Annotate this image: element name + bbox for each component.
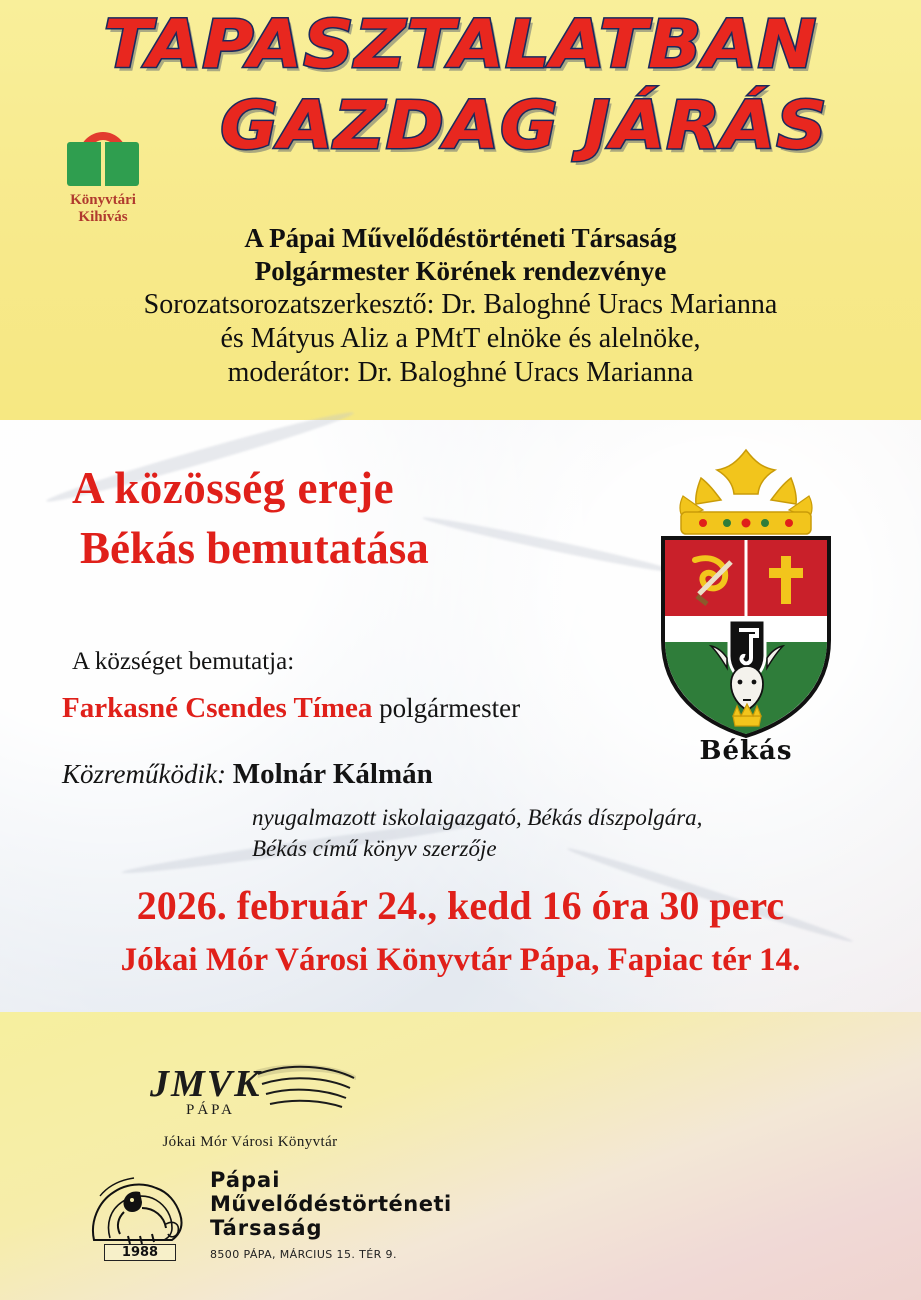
open-book-icon bbox=[67, 132, 139, 186]
event-venue: Jókai Mór Városi Könyvtár Pápa, Fapiac tér 14. bbox=[120, 942, 801, 978]
society-address: 8500 PÁPA, MÁRCIUS 15. TÉR 9. bbox=[210, 1248, 397, 1261]
main-content-section bbox=[0, 420, 921, 1012]
footer-section bbox=[0, 1012, 921, 1300]
presenter-row bbox=[62, 692, 520, 725]
contributor-description bbox=[252, 802, 702, 864]
library-logo-letters: JMVK bbox=[150, 1063, 262, 1105]
library-logo-sub: PÁPA bbox=[186, 1102, 235, 1118]
contributor-name: Molnár Kálmán bbox=[232, 758, 433, 790]
organizer-line-5: moderátor: Dr. Baloghné Uracs Marianna bbox=[227, 357, 694, 389]
society-name-line-3: Társaság bbox=[210, 1216, 323, 1240]
organizer-line-2: Polgármester Körének rendezvénye bbox=[254, 255, 667, 286]
library-logo-mark bbox=[140, 1060, 360, 1130]
event-date: 2026. február 24., kedd 16 óra 30 perc bbox=[136, 883, 785, 928]
title-line-2: GAZDAG JÁRÁS bbox=[220, 86, 828, 164]
presenter-label: A községet bemutatja: bbox=[72, 648, 295, 675]
contributor-desc-line-1: nyugalmazott iskolaigazgató, Békás díszpolgára, bbox=[252, 805, 703, 830]
coat-of-arms-caption: Békás bbox=[699, 736, 793, 766]
organizer-line-3: Sorozatsorozatszerkesztő: Dr. Baloghné Uracs Marianna bbox=[143, 288, 778, 320]
organizer-line-4: és Mátyus Aliz a PMtT elnöke és alelnöke, bbox=[220, 323, 701, 355]
coat-of-arms-graphic bbox=[641, 444, 851, 744]
society-name-line-1: Pápai bbox=[210, 1168, 281, 1192]
library-challenge-badge bbox=[38, 132, 168, 227]
organizer-line-1: A Pápai Művelődéstörténeti Társaság bbox=[244, 223, 677, 253]
badge-label-line2: Kihívás bbox=[78, 209, 128, 226]
event-headline bbox=[50, 462, 650, 574]
footer-logos bbox=[0, 1012, 530, 1300]
society-name bbox=[210, 1168, 452, 1240]
library-logo-name: Jókai Mór Városi Könyvtár bbox=[162, 1134, 338, 1150]
contributor-row bbox=[62, 758, 433, 791]
society-name-line-2: Művelődéstörténeti bbox=[210, 1192, 452, 1216]
headline-line-2: Békás bemutatása bbox=[80, 523, 429, 573]
society-logo bbox=[80, 1162, 480, 1272]
headline-line-1: A közösség ereje bbox=[72, 463, 395, 513]
presenter-name: Farkasné Csendes Tímea bbox=[62, 692, 373, 724]
contributor-desc-line-2: Békás című könyv szerzője bbox=[252, 836, 497, 862]
coat-of-arms bbox=[641, 444, 851, 766]
title-line-1: TAPASZTALATBAN bbox=[103, 6, 818, 83]
contributor-label: Közreműködik: bbox=[62, 759, 226, 789]
badge-label-line1: Könyvtári bbox=[70, 192, 136, 208]
presenter-role: polgármester bbox=[379, 693, 521, 723]
society-founding-year: 1988 bbox=[104, 1244, 176, 1261]
organizer-block bbox=[0, 222, 921, 390]
library-logo bbox=[135, 1060, 365, 1151]
